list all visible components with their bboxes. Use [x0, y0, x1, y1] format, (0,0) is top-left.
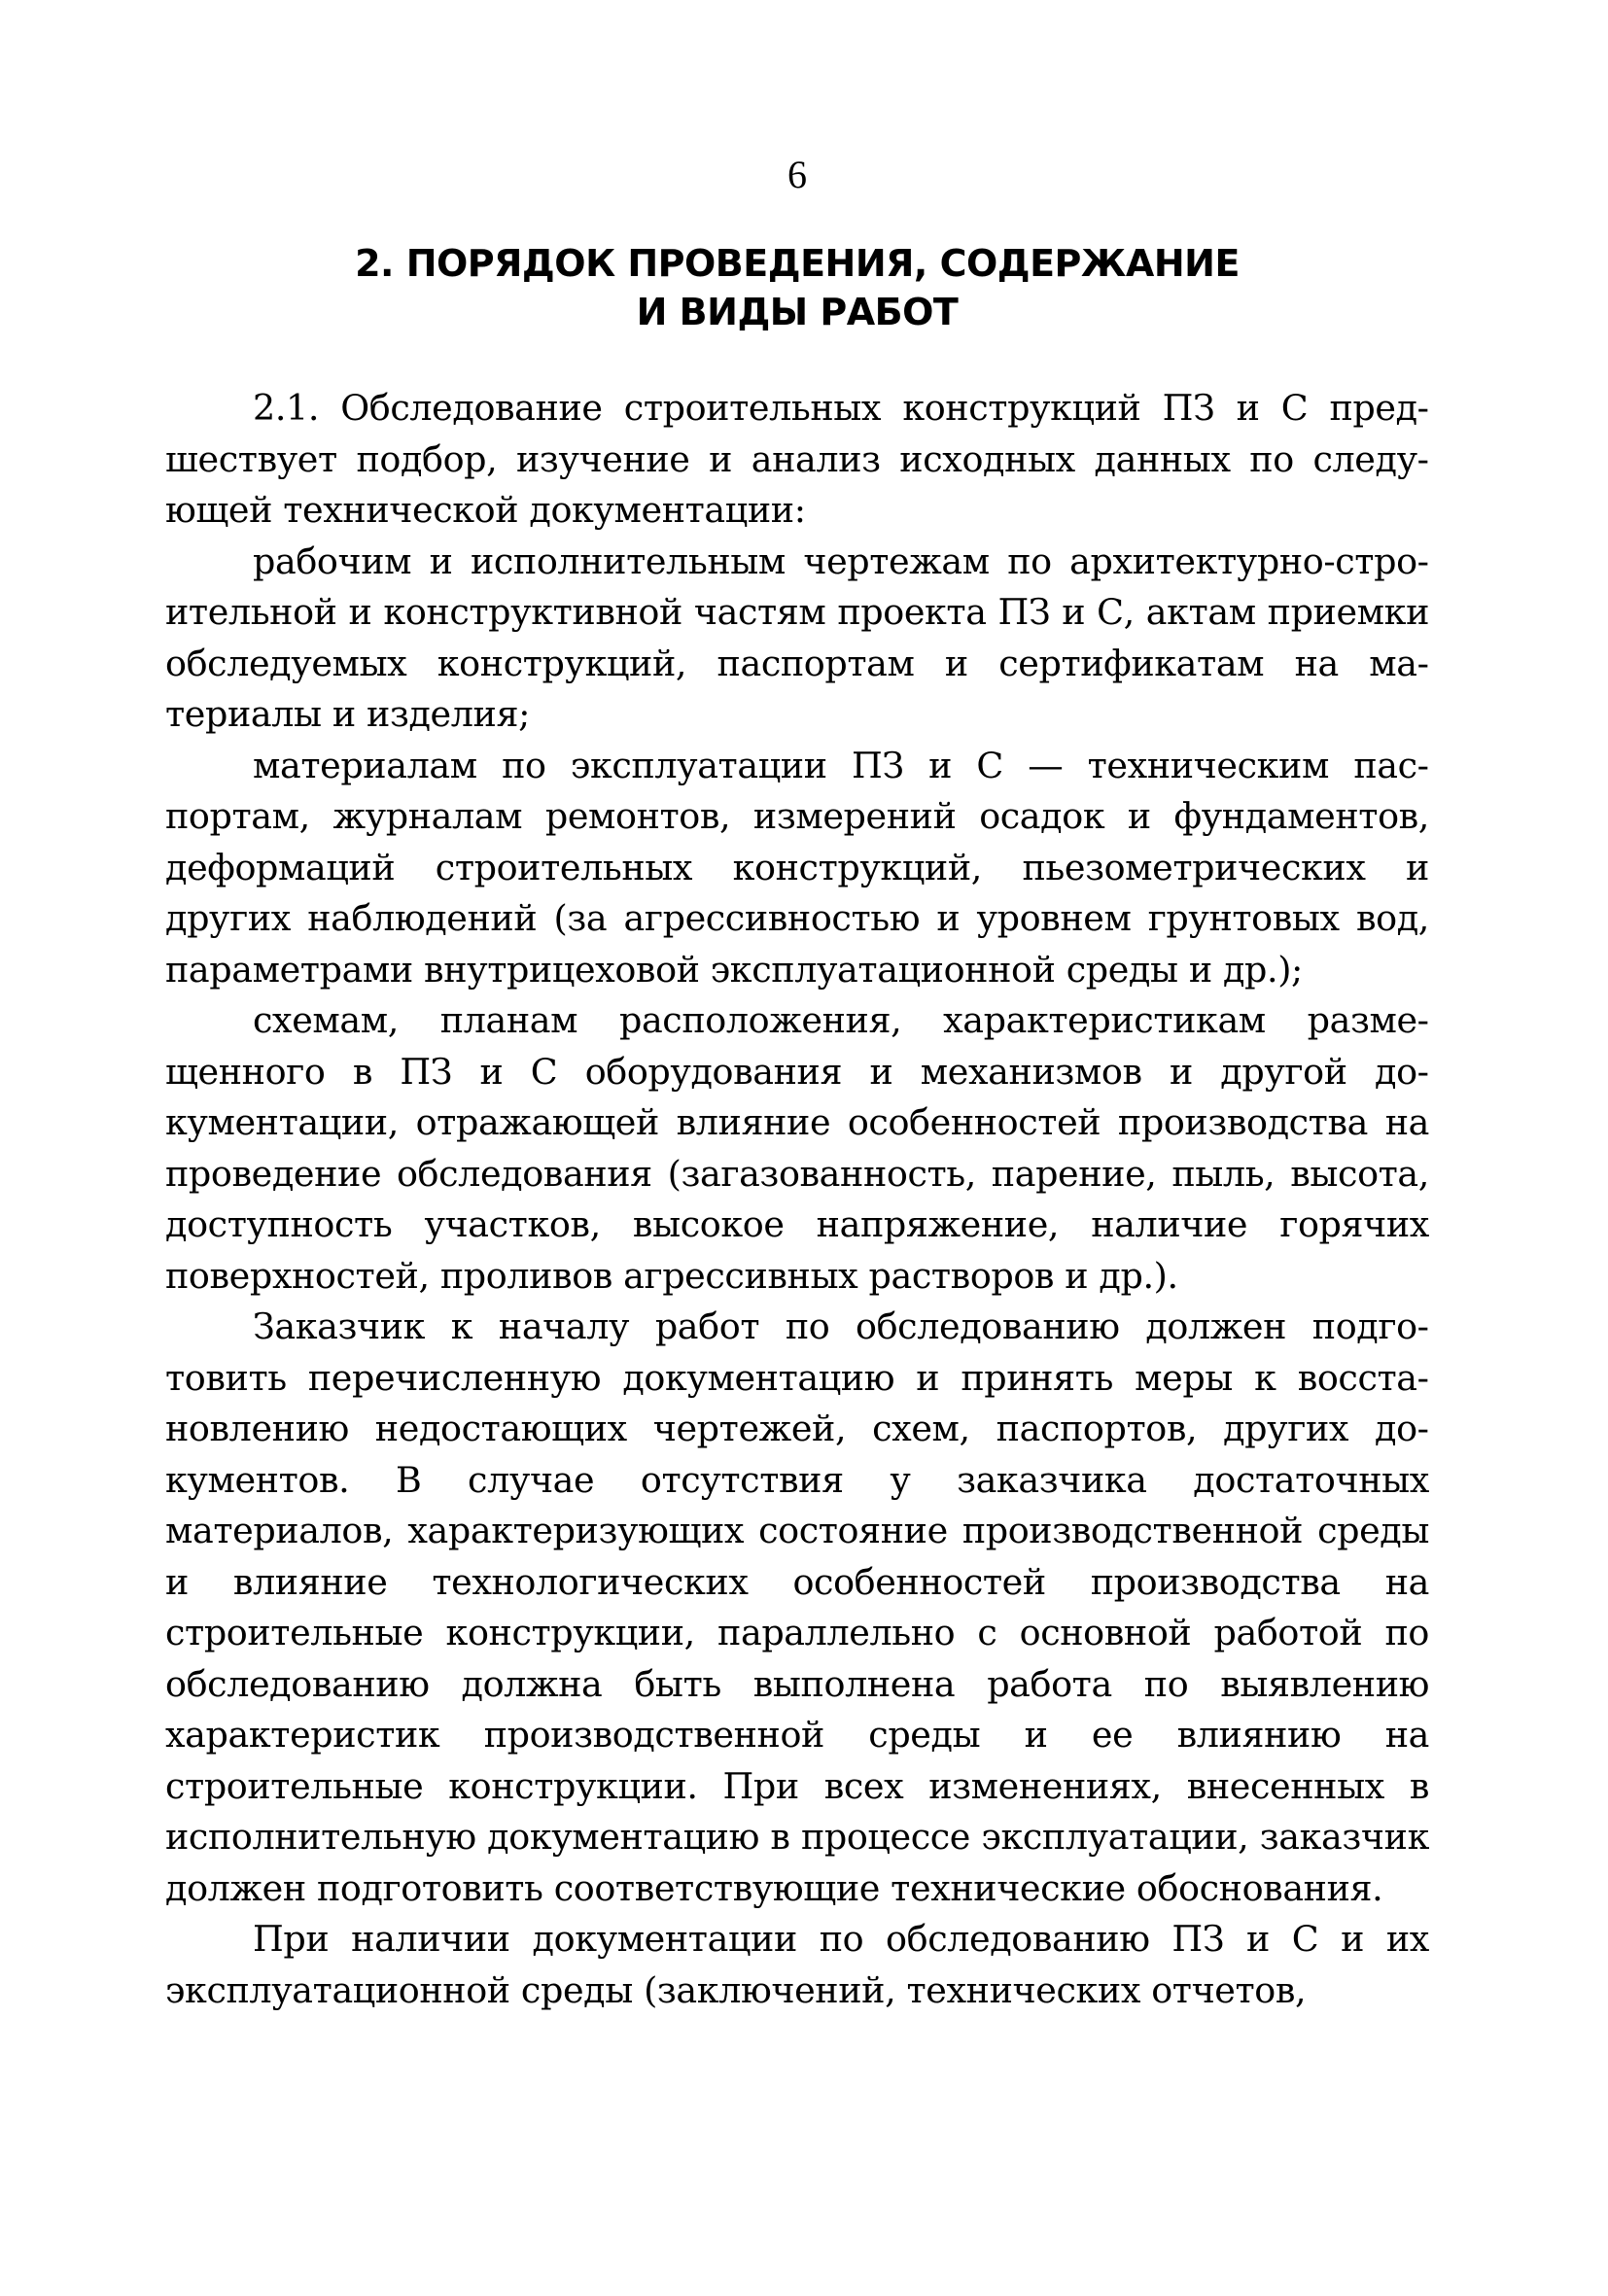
- section-heading: [165, 239, 1429, 336]
- page-number: 6: [787, 153, 807, 196]
- paragraph-customer: Заказчик к началу работ по обследованию должен подготовить перечисленную документацию и принять меры к восстановлению недостающих чертежей, схем, паспортов, других документов. В случае отсутствия у заказчика достаточных материалов, характеризующих состояние производственной среды и влияние технологических особенностей производства на строительные конструкции, параллельно с основной работой по обследованию должна быть выполнена работа по выявлению характеристик производственной среды и ее влиянию на строительные конструкции. При всех изменениях, внесенных в исполнительную документацию в процессе эксплуатации, заказчик должен подготовить соответствующие технические обоснования.: [165, 1305, 1429, 1909]
- document-page: [165, 153, 1429, 2016]
- paragraph-operation-materials: материалам по эксплуатации ПЗ и С — техническим паспортам, журналам ремонтов, измерений осадок и фундаментов, деформаций строительных конструкций, пьезометрических и других наблюдений (за агрессивностью и уровнем грунтовых вод, параметрами внутрицеховой эксплуатационной среды и др.);: [165, 744, 1429, 991]
- section-heading-line-1: 2. ПОРЯДОК ПРОВЕДЕНИЯ, СОДЕРЖАНИЕ: [355, 242, 1240, 285]
- paragraph-2-1: 2.1. Обследование строительных конструкций ПЗ и С предшествует подбор, изучение и анализ исходных данных по следующей технической документации:: [165, 387, 1429, 531]
- paragraph-drawings: рабочим и исполнительным чертежам по архитектурно-строительной и конструктивной частям проекта ПЗ и С, актам приемки обследуемых конструкций, паспортам и сертификатам на материалы и изделия;: [165, 539, 1429, 735]
- paragraph-schemes: схемам, планам расположения, характеристикам размещенного в ПЗ и С оборудования и механизмов и другой документации, отражающей влияние особенностей производства на проведение обследования (загазованность, парение, пыль, высота, доступность участков, высокое напряжение, наличие горячих поверхностей, проливов агрессивных растворов и др.).: [165, 999, 1429, 1297]
- paragraph-existing-documentation: При наличии документации по обследованию ПЗ и С и их эксплуатационной среды (заключений, технических отчетов,: [165, 1918, 1429, 2011]
- section-heading-line-2: И ВИДЫ РАБОТ: [636, 291, 959, 333]
